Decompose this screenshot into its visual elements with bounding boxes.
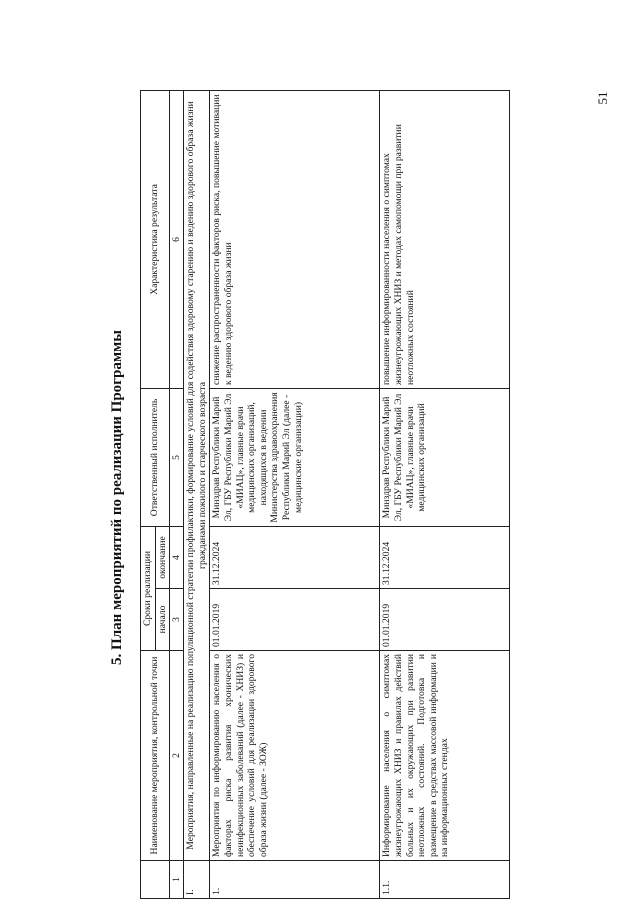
page-number: 51 <box>595 91 610 105</box>
header-end: окончание <box>155 526 170 588</box>
row-number: 1. <box>210 861 380 899</box>
header-name: Наименование мероприятия, контрольной точки <box>141 651 170 861</box>
column-number: 3 <box>170 589 184 651</box>
column-number: 2 <box>170 651 184 861</box>
section-number: I. <box>184 861 210 899</box>
row-end: 31.12.2024 <box>380 526 510 588</box>
header-start: начало <box>155 589 170 651</box>
page-title: 5. План мероприятий по реализации Программы <box>109 330 125 665</box>
row-name: Информирование населения о симптомах жизнеугрожающих ХНИЗ и правилах действий больных и их окружающих при развитии неотложных состояний. Подготовка и размещение в средствах массовой информации и на информационных стендах <box>380 651 510 861</box>
row-end: 31.12.2024 <box>210 526 380 588</box>
row-start: 01.01.2019 <box>210 589 380 651</box>
column-number: 4 <box>170 526 184 588</box>
row-result: снижение распространенности факторов риска, повышение мотивации к ведению здорового образа жизни <box>210 90 380 388</box>
row-result: повышение информированности населения о симптомах жизнеугрожающих ХНИЗ и методах самопомощи при развитии неотложных состояний <box>380 90 510 388</box>
table-row <box>380 90 510 898</box>
row-name: Мероприятия по информированию населения о факторах риска развития хронических неинфекционных заболеваний (далее - ХНИЗ) и обеспечение условий для реализации здорового образа жизни (далее - ЗОЖ) <box>210 651 380 861</box>
row-number: 1.1. <box>380 861 510 899</box>
row-executor: Минздрав Республики Марий Эл, ГБУ Республики Марий Эл «МИАЦ», главные врачи медицинских организаций, находящихся в ведении Министерства здравоохранения Республики Марий Эл (далее - медицинские организации) <box>210 388 380 526</box>
header-executor: Ответственный исполнитель <box>141 388 170 526</box>
column-number: 5 <box>170 388 184 526</box>
table-row <box>210 90 380 898</box>
column-number: 6 <box>170 90 184 388</box>
section-title: Мероприятия, направленные на реализацию популяционной стратегии профилактики, формирование условий для содействия здоровому старению и ведению здорового образа жизни гражданами пожилого и старческого возраста <box>184 90 210 860</box>
row-executor: Минздрав Республики Марий Эл, ГБУ Республики Марий Эл «МИАЦ», главные врачи медицинских организаций <box>380 388 510 526</box>
column-number: 1 <box>170 861 184 899</box>
header-terms: Сроки реализации <box>141 526 156 650</box>
section-row <box>184 90 210 898</box>
row-start: 01.01.2019 <box>380 589 510 651</box>
program-plan-table <box>140 90 510 899</box>
column-number-row <box>170 90 184 898</box>
header-number-cell <box>141 861 170 899</box>
header-result: Характеристика результата <box>141 90 170 388</box>
table-header-row <box>141 90 156 898</box>
rotated-page <box>100 90 620 905</box>
